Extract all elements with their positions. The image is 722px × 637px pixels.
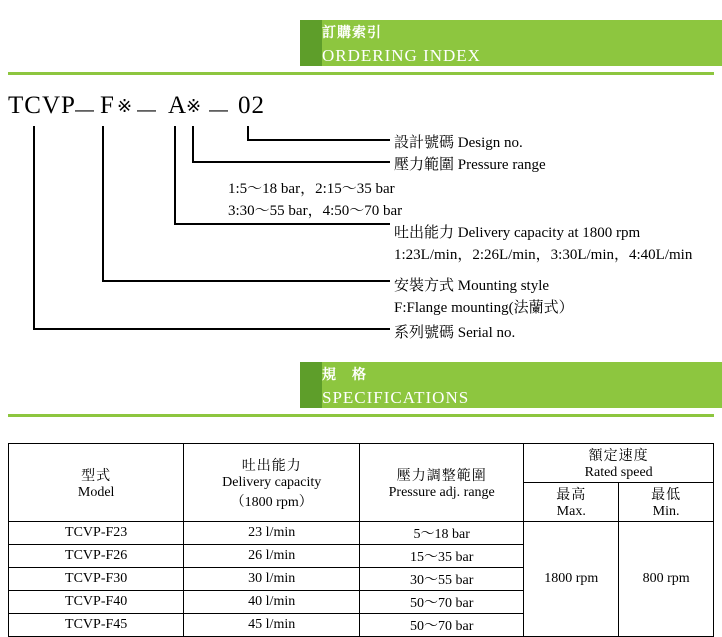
leader-line-serial (33, 328, 390, 330)
leader-tick-pressure (192, 126, 194, 162)
code-token-mark-2: ※ (186, 96, 203, 117)
callout-pressure-cn: 壓力範圍 (394, 155, 455, 173)
cell-delivery: 40 l/min (184, 591, 360, 614)
header-delivery-en: Delivery capacity (222, 474, 322, 490)
header-pressure-en: Pressure adj. range (388, 484, 495, 500)
ordering-code-row (0, 92, 722, 132)
code-token-mounting: F (100, 92, 115, 119)
cell-delivery: 30 l/min (184, 568, 360, 591)
cell-model: TCVP-F23 (9, 522, 184, 545)
cell-pressure: 50～70 bar (360, 614, 524, 637)
ordering-banner-tab (300, 20, 322, 66)
leader-tick-serial (33, 126, 35, 329)
cell-pressure: 30～55 bar (360, 568, 524, 591)
ordering-divider-rule (8, 72, 714, 75)
callout-design-cn: 設計號碼 (394, 133, 455, 151)
header-speed-en: Rated speed (584, 465, 653, 480)
callout-delivery-cn: 吐出能力 (394, 223, 455, 241)
cell-delivery: 23 l/min (184, 522, 360, 545)
leader-line-design (247, 139, 390, 141)
cell-model: TCVP-F30 (9, 568, 184, 591)
header-speed-max-en: Max. (556, 504, 586, 519)
table-header-row-1 (9, 444, 714, 483)
specifications-title-en: SPECIFICATIONS (322, 388, 470, 407)
header-model (9, 444, 184, 522)
callout-serial-en: Serial no. (457, 325, 516, 341)
cell-model: TCVP-F40 (9, 591, 184, 614)
leader-tick-design (247, 126, 249, 140)
cell-model: TCVP-F26 (9, 545, 184, 568)
callout-mounting-en: Mounting style (457, 278, 550, 294)
ordering-index-header (0, 20, 722, 76)
callout-pressure-sub-2: 3:30～55 bar，4:50～70 bar (228, 203, 403, 219)
cell-delivery: 45 l/min (184, 614, 360, 637)
callout-delivery-sub-1: 1:23L/min，2:26L/min，3:30L/min，4:40L/min (394, 247, 693, 263)
callout-mounting-sub-1: F:Flange mounting(法蘭式） (394, 300, 574, 316)
header-speed-cn: 額定速度 (588, 448, 649, 464)
code-token-serial: TCVP (8, 92, 76, 119)
code-token-dash-2: － (134, 99, 161, 126)
leader-line-pressure (192, 161, 390, 163)
cell-model: TCVP-F45 (9, 614, 184, 637)
ordering-index-title-en: ORDERING INDEX (322, 46, 481, 65)
specifications-table (8, 443, 714, 637)
header-speed-min-cn: 最低 (651, 487, 682, 503)
code-token-capacity: A (168, 92, 188, 119)
header-model-cn: 型式 (81, 467, 112, 484)
ordering-index-title-cn: 訂購索引 (322, 25, 382, 41)
header-speed-max (524, 483, 619, 522)
specifications-title-cn: 規 格 (322, 367, 367, 383)
specifications-banner-tab (300, 362, 322, 408)
callout-design-en: Design no. (457, 135, 523, 151)
cell-pressure: 50～70 bar (360, 591, 524, 614)
callout-delivery (394, 221, 640, 242)
callout-pressure-en: Pressure range (457, 157, 546, 173)
header-speed-min-en: Min. (652, 504, 680, 519)
cell-pressure: 5～18 bar (360, 522, 524, 545)
leader-line-mounting (102, 280, 390, 282)
specifications-divider-rule (8, 414, 714, 417)
code-token-dash-3: － (206, 99, 233, 126)
code-token-dash-1: － (72, 99, 99, 126)
cell-delivery: 26 l/min (184, 545, 360, 568)
callout-pressure (394, 153, 546, 174)
header-pressure-cn: 壓力調整範圍 (396, 467, 487, 484)
cell-speed-min: 800 rpm (619, 522, 714, 637)
leader-tick-delivery (174, 126, 176, 224)
specifications-header (0, 362, 722, 418)
header-pressure (360, 444, 524, 522)
header-model-en: Model (77, 484, 115, 500)
callout-design (394, 131, 523, 152)
code-token-design: 02 (238, 92, 265, 119)
callout-serial-cn: 系列號碼 (394, 323, 455, 341)
header-speed-max-cn: 最高 (556, 487, 587, 503)
header-speed (524, 444, 714, 483)
header-delivery-unit: （1800 rpm） (230, 494, 313, 510)
callout-mounting (394, 274, 549, 295)
callout-serial (394, 321, 515, 342)
header-delivery (184, 444, 360, 522)
header-delivery-cn: 吐出能力 (241, 457, 302, 474)
cell-speed-max: 1800 rpm (524, 522, 619, 637)
callout-mounting-cn: 安裝方式 (394, 276, 455, 294)
table-row (9, 522, 714, 545)
code-token-mark-1: ※ (117, 96, 134, 117)
cell-pressure: 15～35 bar (360, 545, 524, 568)
leader-line-delivery (174, 223, 390, 225)
callout-delivery-en: Delivery capacity at 1800 rpm (457, 225, 641, 241)
header-speed-min (619, 483, 714, 522)
leader-tick-mounting (102, 126, 104, 281)
callout-pressure-sub-1: 1:5～18 bar，2:15～35 bar (228, 181, 395, 197)
